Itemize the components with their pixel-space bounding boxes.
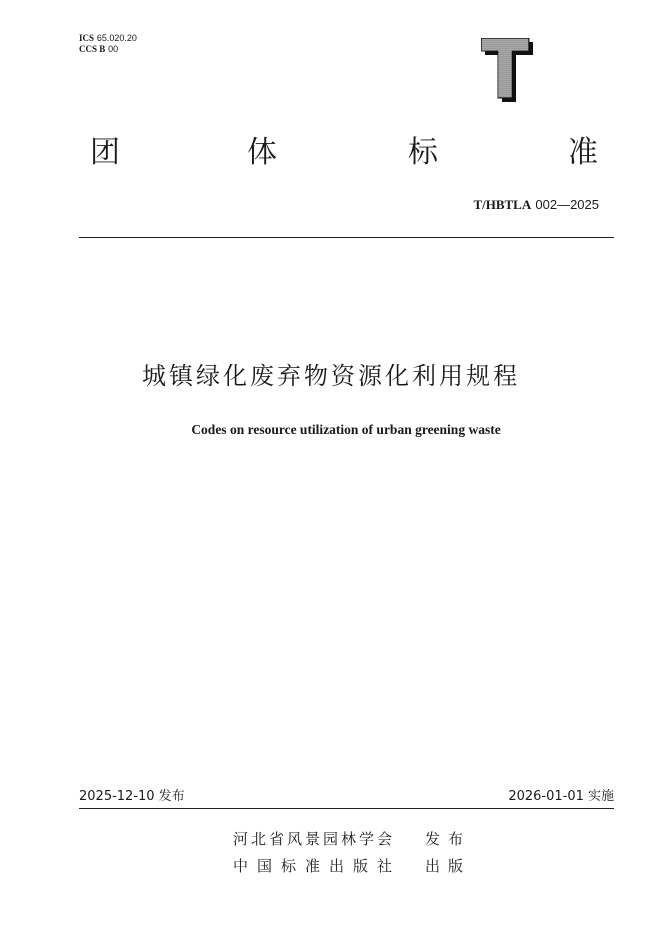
ccs-label: CCS B bbox=[79, 44, 106, 54]
ccs-classification bbox=[79, 44, 118, 56]
standard-type-t-logo-icon bbox=[481, 38, 533, 102]
ics-label: ICS bbox=[79, 33, 95, 43]
footer-divider bbox=[79, 808, 614, 809]
standard-type-char: 团 bbox=[90, 135, 120, 170]
header-divider bbox=[79, 237, 614, 238]
standard-type-char: 准 bbox=[568, 135, 598, 170]
document-title-chinese: 城镇绿化废弃物资源化利用规程 bbox=[142, 362, 520, 390]
standard-number-code: 002—2025 bbox=[535, 197, 599, 212]
document-title-english: Codes on resource utilization of urban greening waste bbox=[191, 422, 501, 437]
standard-number-prefix: T/HBTLA bbox=[473, 197, 532, 212]
ccs-code: 00 bbox=[108, 44, 119, 54]
standard-type-char: 标 bbox=[408, 135, 438, 170]
ics-code: 65.020.20 bbox=[96, 33, 137, 43]
standard-type-char: 体 bbox=[247, 135, 277, 170]
publisher-role: 出版 bbox=[425, 857, 472, 875]
implementation-date: 2026-01-01 实施 bbox=[508, 789, 614, 804]
publisher-role: 发布 bbox=[425, 830, 472, 848]
standard-number bbox=[473, 197, 599, 214]
publisher-org: 中国标准出版社 bbox=[233, 857, 402, 875]
issue-date: 2025-12-10 发布 bbox=[79, 789, 185, 804]
publisher-org: 河北省风景园林学会 bbox=[233, 830, 396, 848]
